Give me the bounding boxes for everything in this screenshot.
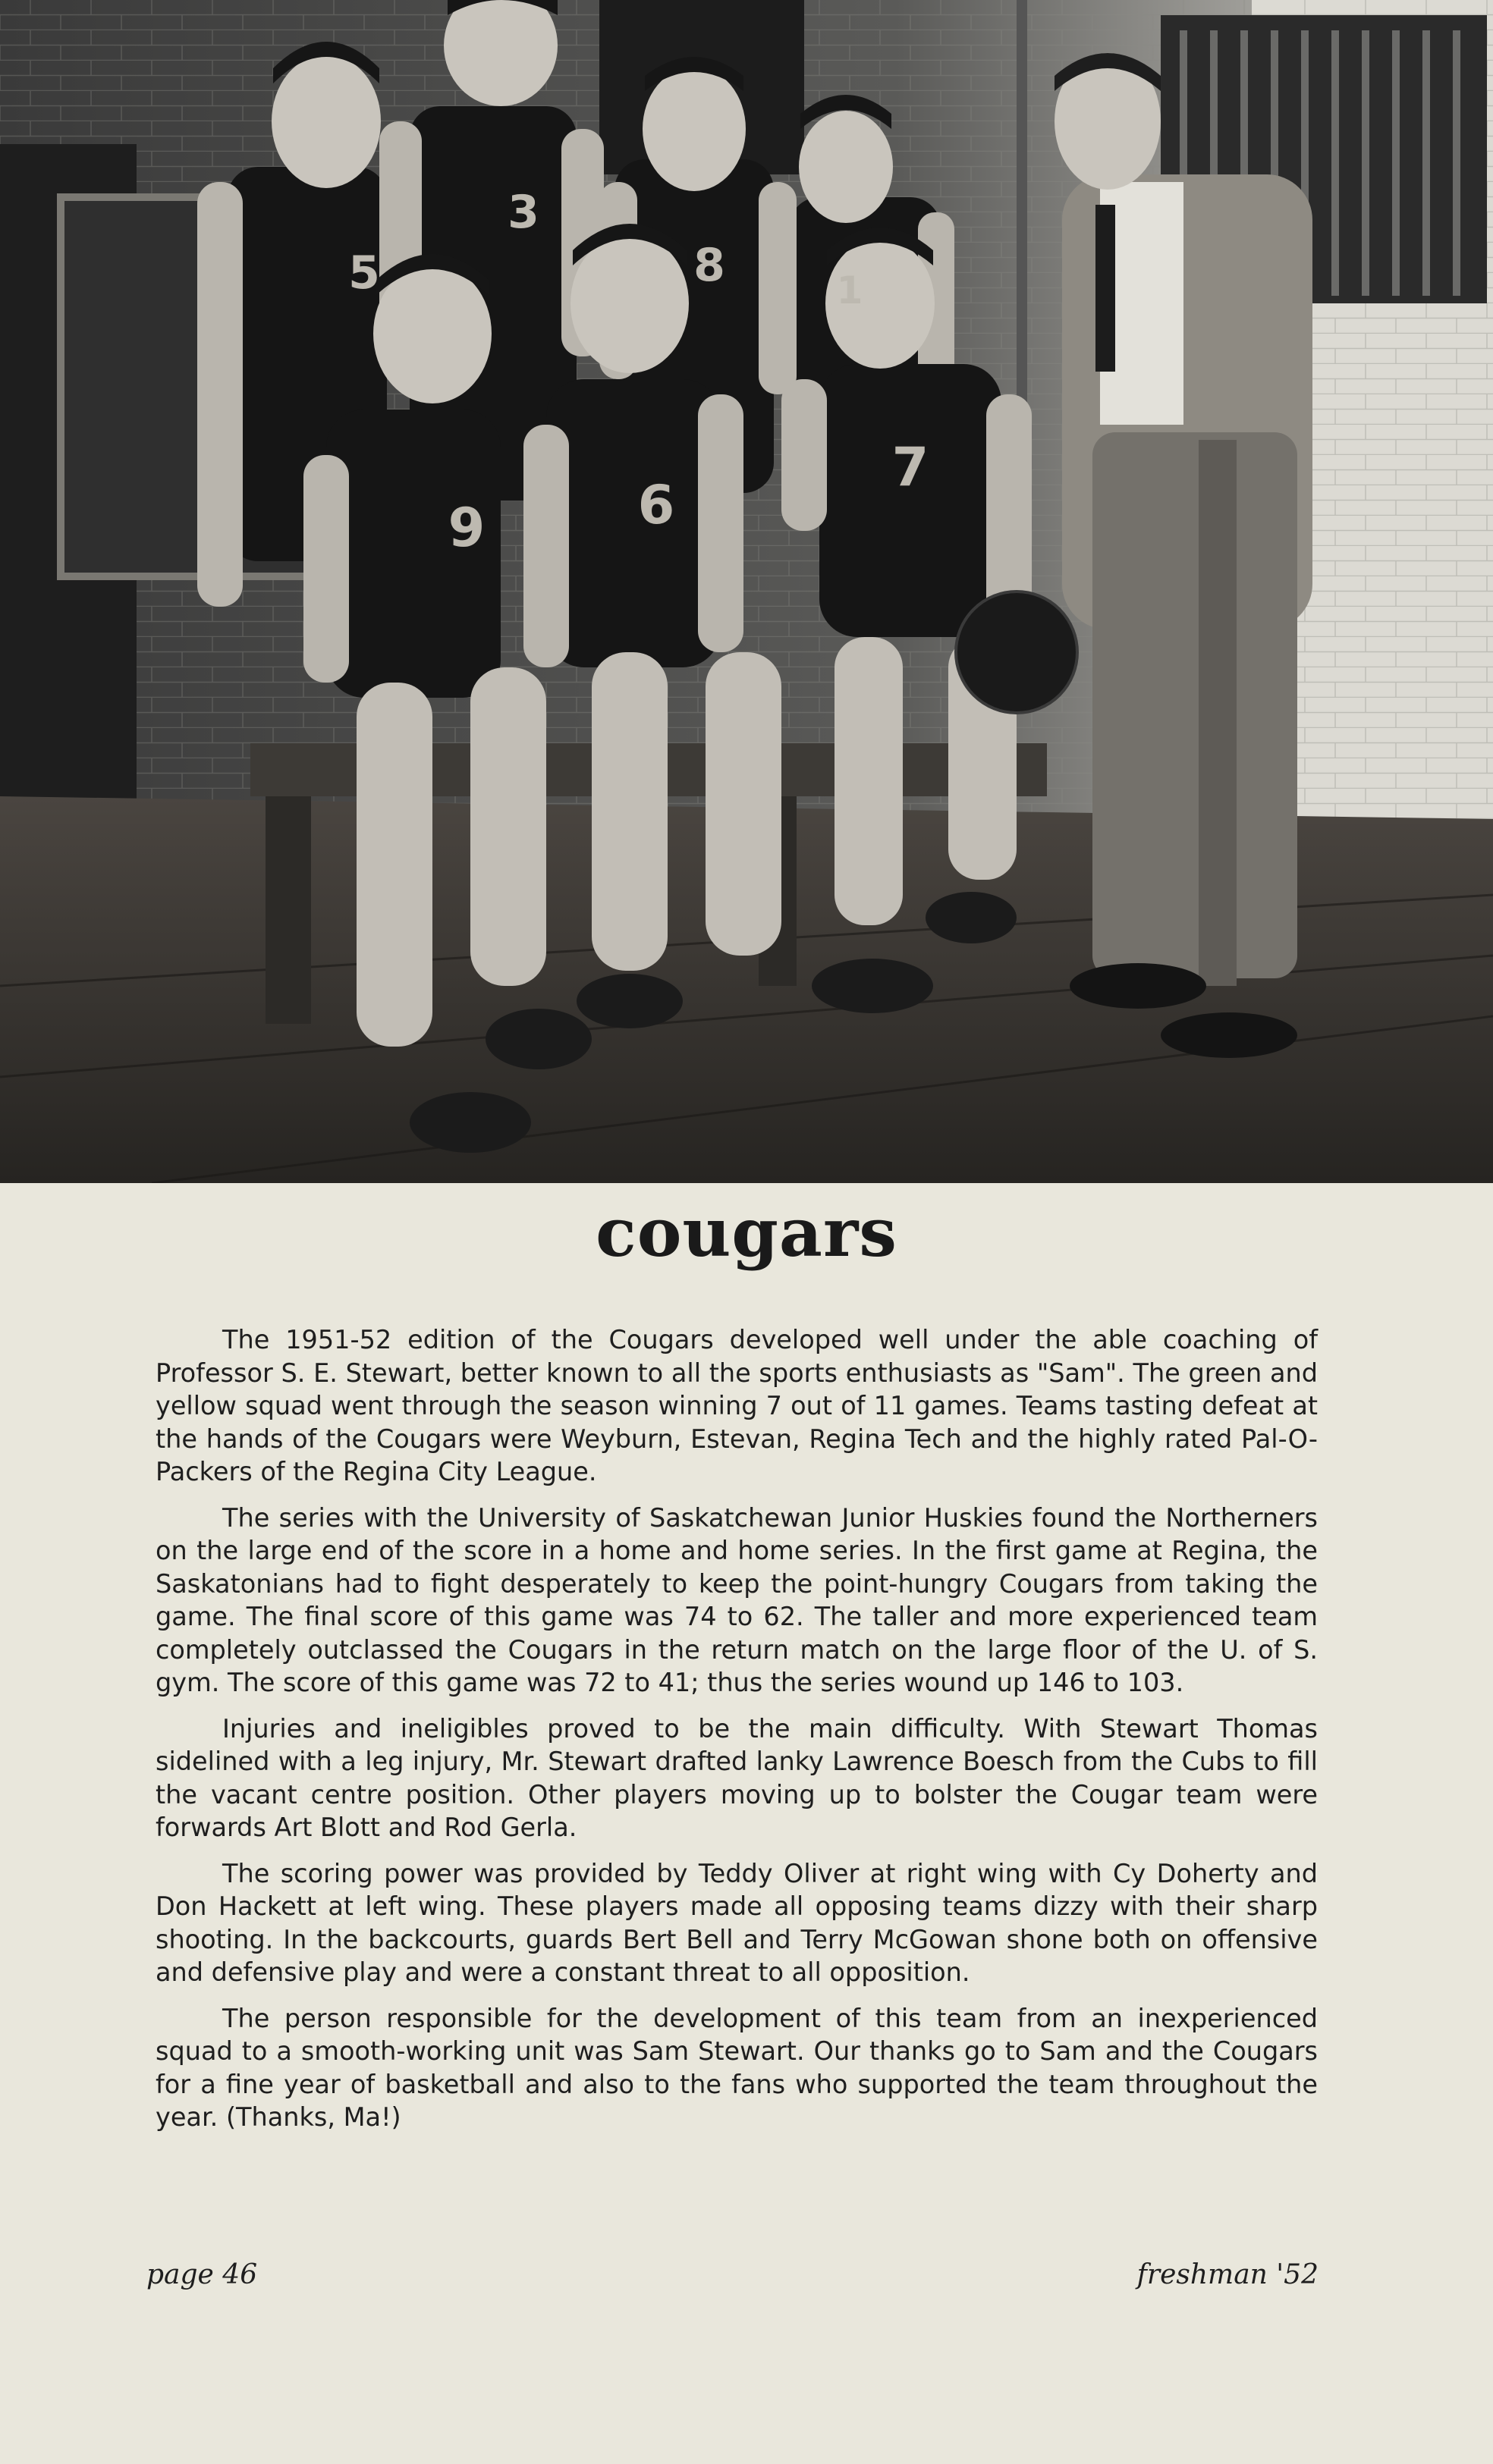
jersey-number: 3 (508, 186, 539, 239)
jersey-number: 1 (836, 268, 863, 312)
paragraph: The series with the University of Saskatchewan Junior Huskies found the Northerners on the large end of the score in a home and home series. In the first game at Regina, the Saskatonians had to fight desperately to keep the point-hungry Cougars from taking the game. The final score of this game was 74 to 62. The taller and more experienced team completely outclassed the Cougars in the return match on the large floor of the U. of S. gym. The score of this game was 72 to 41; thus the series wound up 146 to 103. (156, 1502, 1318, 1697)
team-photograph (0, 0, 1493, 1183)
jersey-number: 9 (448, 497, 486, 559)
paragraph: Injuries and ineligibles proved to be the main difficulty. With Stewart Thomas sidelined with a leg injury, Mr. Stewart drafted lanky Lawrence Boesch from the Cubs to fill the vacant centre position. Other players moving up to bolster the Cougar team were forwards Art Blott and Rod Gerla. (156, 1713, 1318, 1842)
page-title: cougars (596, 1193, 897, 1272)
jersey-number: 7 (891, 436, 929, 498)
jersey-number: 6 (637, 474, 675, 536)
article-body (156, 1323, 1318, 2147)
paragraph: The person responsible for the development of this team from an inexperienced squad to a smooth-working unit was Sam Stewart. Our thanks go to Sam and the Cougars for a fine year of basketball and also to the fans who supported the team throughout the year. (Thanks, Ma!) (156, 2003, 1318, 2132)
paragraph: The 1951-52 edition of the Cougars developed well under the able coaching of Professor S. E. Stewart, better known to all the sports enthusiasts as "Sam". The green and yellow squad went through the season winning 7 out of 11 games. Teams tasting defeat at the hands of the Cougars were Weyburn, Estevan, Regina Tech and the highly rated Pal-O-Packers of the Regina City League. (156, 1325, 1318, 1486)
page-number: page 46 (146, 2259, 258, 2290)
jersey-number: 5 (348, 246, 380, 300)
team-photo-illustration (0, 0, 1493, 1183)
jersey-number: 8 (693, 239, 725, 292)
paragraph: The scoring power was provided by Teddy Oliver at right wing with Cy Doherty and Don Hackett at left wing. These players made all opposing teams dizzy with their sharp shooting. In the backcourts, guards Bert Bell and Terry McGowan shone both on offensive and defensive play and were a constant threat to all opposition. (156, 1858, 1318, 1987)
publication-label: freshman '52 (1136, 2259, 1319, 2290)
